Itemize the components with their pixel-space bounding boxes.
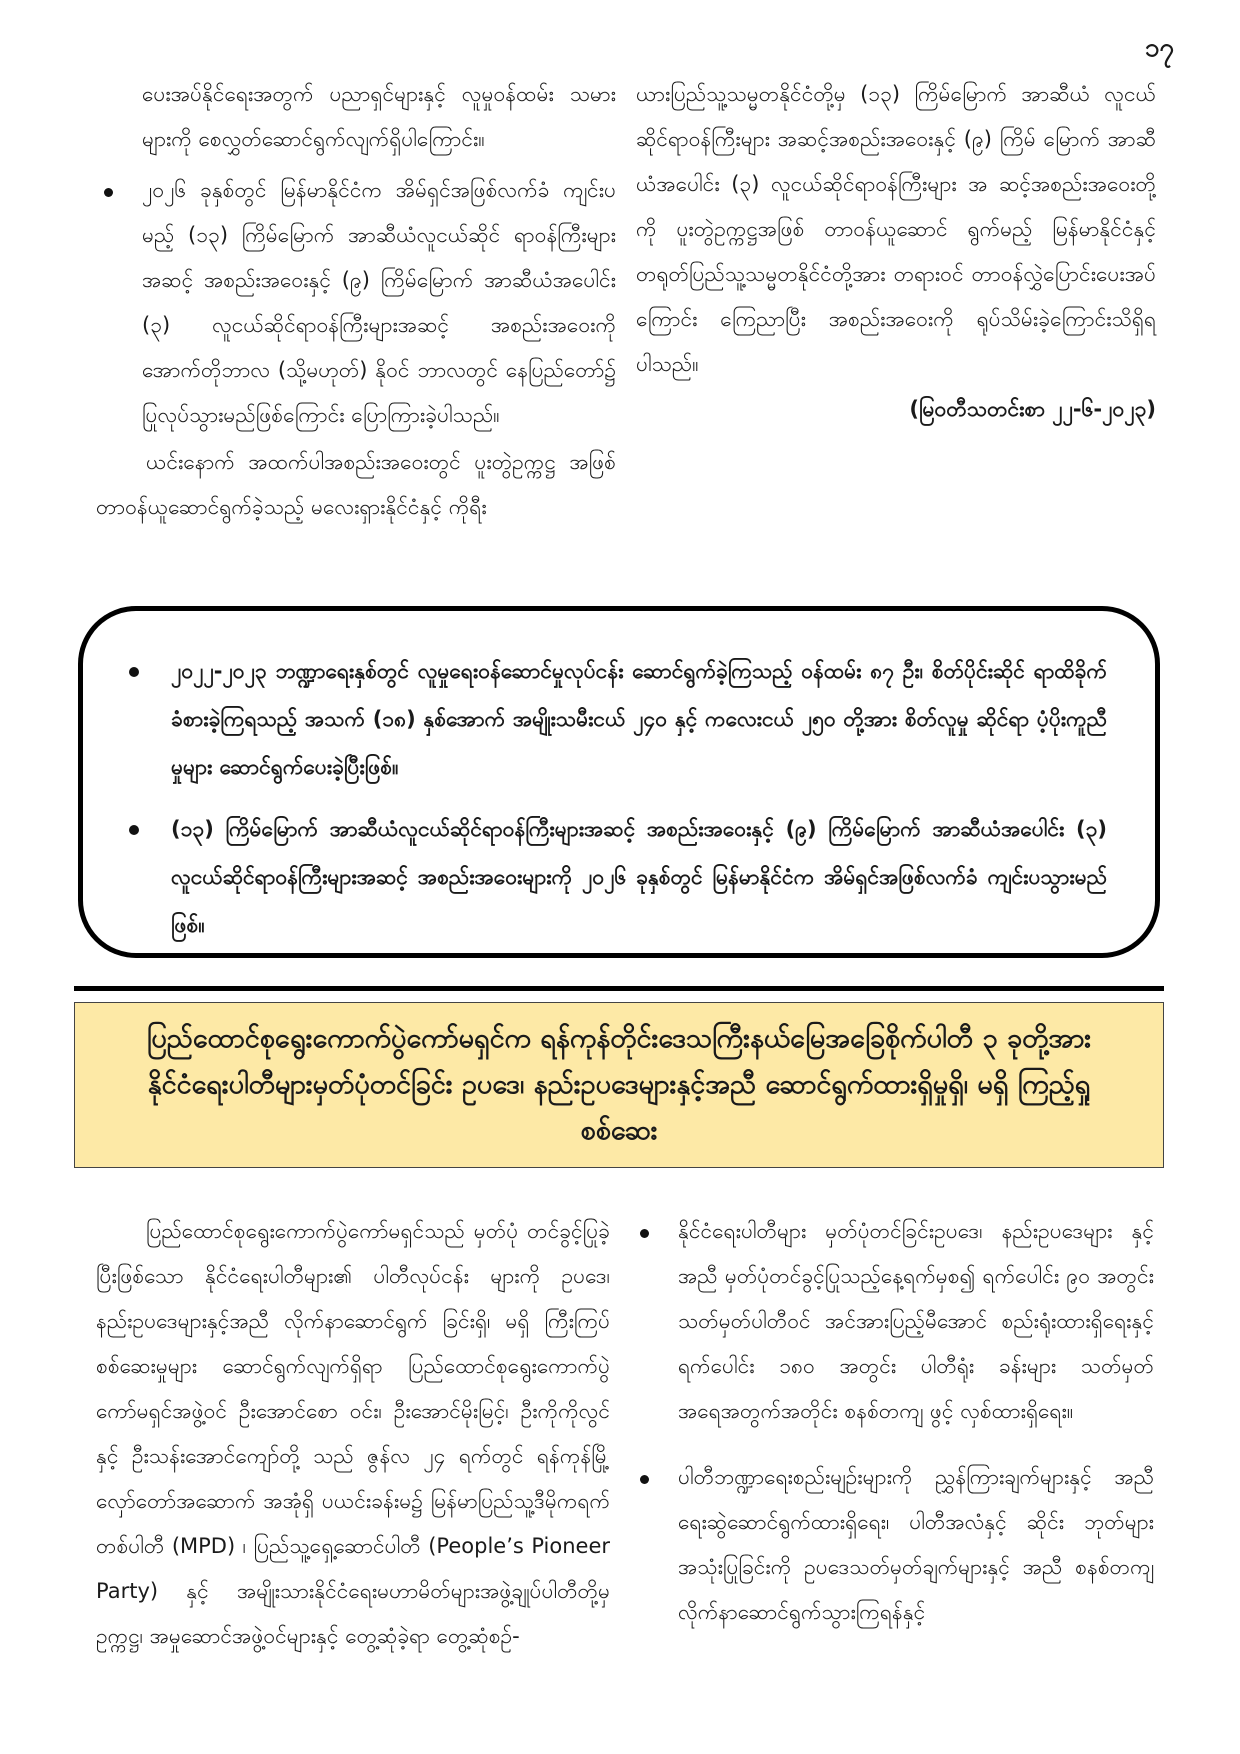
article-bullet — [632, 1455, 1154, 1635]
bullet-dot-icon — [129, 825, 139, 835]
source-citation: (မြဝတီသတင်းစာ ၂၂-၆-၂၀၂၃) — [909, 397, 1156, 421]
top-left-column — [96, 72, 616, 530]
top-left-bullet — [96, 168, 616, 438]
section-divider — [74, 986, 1164, 991]
summary-item — [123, 647, 1107, 791]
summary-item — [123, 805, 1107, 949]
summary-item-text: ၂၀၂၂-၂၀၂၃ ဘဏ္ဍာရေးနှစ်တွင် လူမှုရေးဝန်ဆောင်မှုလုပ်ငန်း ဆောင်ရွက်ခဲ့ကြသည့် ဝန်ထမ်း ၈၇ ဦး၊ စိတ်ပိုင်းဆိုင် ရာထိခိုက်ခံစားခဲ့ကြရသည့် အသက် (၁၈) နှစ်အောက် အမျိုးသမီးငယ် ၂၄၀ နှင့် ကလေးငယ် ၂၅၀ တို့အား စိတ်လူမှု ဆိုင်ရာ ပံ့ပိုးကူညီမှုများ ဆောင်ရွက်ပေးခဲ့ပြီးဖြစ်။ — [171, 659, 1107, 779]
article-bullet-text: နိုင်ငံရေးပါတီများ မှတ်ပုံတင်ခြင်းဥပဒေ၊ နည်းဥပဒေများ နှင့်အညီ မှတ်ပုံတင်ခွင့်ပြုသည့်နေ့ရက်မှစ၍ ရက်ပေါင်း ၉၀ အတွင်း သတ်မှတ်ပါတီဝင် အင်အားပြည့်မီအောင် စည်းရုံးထားရှိရေးနှင့် ရက်ပေါင်း ၁၈၀ အတွင်း ပါတီရုံး ခန်းများ သတ်မှတ်အရေအတွက်အတိုင်း စနစ်တကျ ဖွင့် လှစ်ထားရှိရေး။ — [678, 1219, 1154, 1423]
bullet-dot-icon — [104, 188, 113, 197]
top-left-para-continued: ပေးအပ်နိုင်ရေးအတွက် ပညာရှင်များနှင့် လူမှုဝန်ထမ်း သမားများကို စေလွှတ်ဆောင်ရွက်လျက်ရှိပါကြောင်း။ — [142, 82, 616, 151]
summary-item-text: (၁၃) ကြိမ်မြောက် အာဆီယံလူငယ်ဆိုင်ရာဝန်ကြီးများအဆင့် အစည်းအဝေးနှင့် (၉) ကြိမ်မြောက် အာဆီယံအပေါင်း (၃) လူငယ်ဆိုင်ရာဝန်ကြီးများအဆင့် အစည်းအဝေးများကို ၂၀၂၆ ခုနှစ်တွင် မြန်မာနိုင်ငံက အိမ်ရှင်အဖြစ်လက်ခံ ကျင်းပသွားမည်ဖြစ်။ — [171, 817, 1107, 937]
article-bullet-text: ပါတီဘဏ္ဍာရေးစည်းမျဉ်းများကို ညွှန်ကြားချက်များနှင့် အညီရေးဆွဲဆောင်ရွက်ထားရှိရေး၊ ပါတီအလံနှင့် ဆိုင်း ဘုတ်များ အသုံးပြုခြင်းကို ဥပဒေသတ်မှတ်ချက်များနှင့် အညီ စနစ်တကျ လိုက်နာဆောင်ရွက်သွားကြရန်နှင့် — [678, 1465, 1154, 1624]
article-bullet — [632, 1209, 1154, 1434]
page-number: ၁၇ — [1144, 33, 1174, 63]
top-left-para-2: ယင်းနောက် အထက်ပါအစည်းအဝေးတွင် ပူးတွဲဥက္ကဋ္ဌ အဖြစ် တာဝန်ယူဆောင်ရွက်ခဲ့သည့် မလေးရှားနိုင်ငံနှင့် ကိုရီး — [96, 450, 616, 519]
top-right-column — [636, 72, 1156, 432]
article-headline — [74, 1002, 1164, 1168]
bullet-dot-icon — [129, 667, 139, 677]
article-headline-text: ပြည်ထောင်စုရွေးကောက်ပွဲကော်မရှင်က ရန်ကုန်တိုင်းဒေသကြီးနယ်မြေအခြေစိုက်ပါတီ ၃ ခုတို့အား နိုင်ငံရေးပါတီများမှတ်ပုံတင်ခြင်း ဥပဒေ၊ နည်းဥပဒေများနှင့်အညီ ဆောင်ရွက်ထားရှိမှုရှိ၊ မရှိ ကြည့်ရှုစစ်ဆေး — [146, 1023, 1092, 1146]
bullet-dot-icon — [640, 1475, 649, 1484]
bottom-right-column — [632, 1188, 1154, 1656]
top-left-bullet-text: ၂၀၂၆ ခုနှစ်တွင် မြန်မာနိုင်ငံက အိမ်ရှင်အဖြစ်လက်ခံ ကျင်းပမည့် (၁၃) ကြိမ်မြောက် အာဆီယံလူငယ်ဆိုင် ရာဝန်ကြီးများအဆင့် အစည်းအဝေးနှင့် (၉) ကြိမ်မြောက် အာဆီယံအပေါင်း (၃) လူငယ်ဆိုင်ရာဝန်ကြီးများအဆင့် အစည်းအဝေးကို အောက်တိုဘာလ (သို့မဟုတ်) နိုဝင် ဘာလတွင် နေပြည်တော်၌ ပြုလုပ်သွားမည်ဖြစ်ကြောင်း ပြောကြားခဲ့ပါသည်။ — [142, 178, 616, 427]
summary-box — [78, 606, 1160, 958]
article-body-para: ပြည်ထောင်စုရွေးကောက်ပွဲကော်မရှင်သည် မှတ်ပုံ တင်ခွင့်ပြုခဲ့ပြီးဖြစ်သော နိုင်ငံရေးပါတီများ၏ ပါတီလုပ်ငန်း များကို ဥပဒေ၊ နည်းဥပဒေများနှင့်အညီ လိုက်နာဆောင်ရွက် ခြင်းရှိ၊ မရှိ ကြီးကြပ်စစ်ဆေးမှုများ ဆောင်ရွက်လျက်ရှိရာ ပြည်ထောင်စုရွေးကောက်ပွဲကော်မရှင်အဖွဲ့ဝင် ဦးအောင်စော ဝင်း၊ ဦးအောင်မိုးမြင့်၊ ဦးကိုကိုလွင်နှင့် ဦးသန်းအောင်ကျော်တို့ သည် ဇွန်လ ၂၄ ရက်တွင် ရန်ကုန်မြို့ လှော်တော်အဆောက် အအုံရှိ ပယင်းခန်းမ၌ မြန်မာပြည်သူ့ဒီမိုကရက်တစ်ပါတီ (MPD) ၊ ပြည်သူ့ရှေ့ဆောင်ပါတီ (People’s Pioneer Party) နှင့် အမျိုးသားနိုင်ငံရေးမဟာမိတ်များအဖွဲ့ချုပ်ပါတီတို့မှ ဥက္ကဋ္ဌ၊ အမှုဆောင်အဖွဲ့ဝင်များနှင့် တွေ့ဆုံခဲ့ရာ တွေ့ဆုံစဉ်- — [96, 1219, 610, 1648]
bullet-dot-icon — [640, 1229, 649, 1238]
bottom-left-column — [96, 1188, 610, 1680]
top-right-para: ယားပြည်သူ့သမ္မတနိုင်ငံတို့မှ (၁၃) ကြိမ်မြောက် အာဆီယံ လူငယ်ဆိုင်ရာဝန်ကြီးများ အဆင့်အစည်းအဝေးနှင့် (၉) ကြိမ် မြောက် အာဆီယံအပေါင်း (၃) လူငယ်ဆိုင်ရာဝန်ကြီးများ အ ဆင့်အစည်းအဝေးတို့ကို ပူးတွဲဥက္ကဋ္ဌအဖြစ် တာဝန်ယူဆောင် ရွက်မည့် မြန်မာနိုင်ငံနှင့် တရုတ်ပြည်သူ့သမ္မတနိုင်ငံတို့အား တရားဝင် တာဝန်လွှဲပြောင်းပေးအပ်ကြောင်း ကြေညာပြီး အစည်းအဝေးကို ရုပ်သိမ်းခဲ့ကြောင်းသိရှိရပါသည်။ — [636, 82, 1156, 376]
